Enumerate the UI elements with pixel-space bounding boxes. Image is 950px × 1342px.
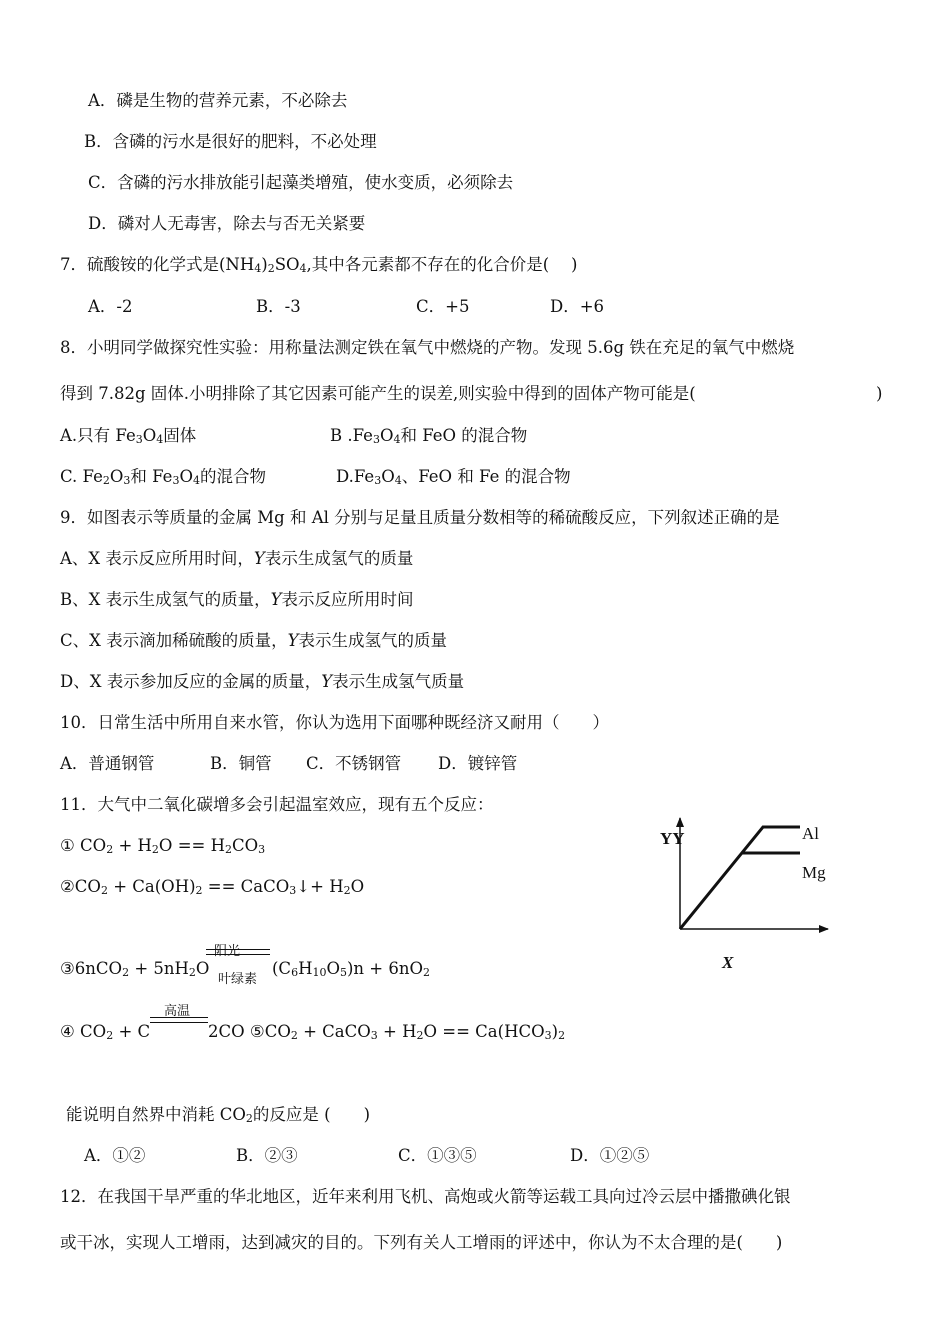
q8-option-b-text: 和 FeO 的混合物 — [400, 426, 528, 445]
q12-stem-line1: 12．在我国干旱严重的华北地区，近年来利用飞机、高炮或火箭等运载工具向过冷云层中播撒碘化银 — [60, 1187, 791, 1206]
equals-sign — [150, 1017, 208, 1023]
q7-options — [0, 296, 950, 318]
q8-option-d — [336, 466, 571, 488]
q9-option-d — [60, 671, 464, 693]
q12-stem-line2: 或干冰，实现人工增雨，达到减灾的目的。下列有关人工增雨的评述中，你认为不太合理的是( ) — [60, 1233, 783, 1252]
subscript: 2 — [188, 966, 196, 979]
q11-reaction-2 — [60, 876, 364, 898]
q11-option-a: A．①② — [84, 1146, 146, 1165]
q11-reaction-3-left — [60, 958, 209, 980]
q11-question — [66, 1104, 370, 1126]
subscript: 2 — [343, 884, 351, 897]
subscript: 4 — [192, 474, 200, 487]
q9-option-d-text: D、X 表示参加反应的金属的质量， — [60, 672, 322, 691]
subscript: 6 — [291, 966, 299, 979]
subscript: 3 — [289, 884, 297, 897]
subscript: 3 — [370, 1029, 378, 1042]
q6-option-a: A．磷是生物的营养元素，不必除去 — [88, 91, 348, 110]
subscript: 2 — [267, 262, 275, 275]
q8-option-c-text: 的混合物 — [199, 467, 266, 486]
subscript: 3 — [123, 474, 131, 487]
equation-text: + C — [113, 1022, 151, 1041]
equation-text: + H — [377, 1022, 417, 1041]
equation-text: + Ca(OH) — [107, 877, 196, 896]
equation-text: ③6nCO — [60, 959, 123, 978]
subscript: 3 — [374, 474, 382, 487]
subscript: 3 — [172, 474, 180, 487]
subscript: 3 — [544, 1029, 552, 1042]
equation-text: (C — [272, 959, 292, 978]
q8-option-a-text: 固体 — [163, 426, 197, 445]
q8-option-a-text: O — [142, 426, 157, 445]
subscript: 4 — [299, 262, 307, 275]
q11-reaction-1 — [60, 835, 265, 857]
q9-option-a — [60, 548, 413, 570]
q10-stem: 10．日常生活中所用自来水管，你认为选用下面哪种既经济又耐用（ ） — [60, 713, 609, 732]
q11-reaction-4-5 — [208, 1021, 565, 1043]
q8-answer-paren: ) — [876, 384, 883, 403]
reaction-condition-chlorophyll: 叶绿素 — [218, 972, 258, 987]
q7-stem-text: 7．硫酸铵的化学式是(NH — [60, 255, 255, 274]
equation-text: == CaCO — [202, 877, 290, 896]
subscript: 2 — [122, 966, 130, 979]
q8-option-d-text: O — [381, 467, 395, 486]
equals-sign — [206, 949, 270, 955]
q8-option-c-text: C. Fe — [60, 467, 103, 486]
subscript: 2 — [423, 966, 431, 979]
q7-stem-text: ,其中各元素都不存在的化合价是( ) — [306, 255, 578, 274]
equation-text: H — [298, 959, 313, 978]
series-line-al — [680, 827, 800, 929]
q11-option-c: C．①③⑤ — [398, 1146, 477, 1165]
q7-option-c: C．+5 — [416, 297, 470, 316]
subscript: 2 — [558, 1029, 566, 1042]
equation-text: 2CO — [208, 1022, 245, 1041]
variable-y: Y — [287, 631, 299, 650]
q11-question-text: 能说明自然界中消耗 CO — [66, 1105, 246, 1124]
subscript: 5 — [339, 966, 347, 979]
subscript: 2 — [224, 843, 232, 856]
subscript: 10 — [312, 966, 327, 979]
equation-text: + CaCO — [297, 1022, 371, 1041]
q7-stem-text: S — [274, 255, 287, 274]
q8-option-c-text: 和 Fe — [130, 467, 173, 486]
q9-option-b-text: B、X 表示生成氢气的质量， — [60, 590, 271, 609]
q6-option-d: D．磷对人无毒害，除去与否无关紧要 — [88, 214, 366, 233]
q9-option-c — [60, 630, 447, 652]
equation-text: ⑤CO — [249, 1022, 291, 1041]
legend-mg: Mg — [802, 863, 826, 882]
q6-option-b: B．含磷的污水是很好的肥料，不必处理 — [84, 132, 377, 151]
equation-text: ②CO — [60, 877, 101, 896]
equation-text: ④ CO — [60, 1022, 107, 1041]
q9-option-d-text: 表示生成氢气质量 — [332, 672, 465, 691]
equation-text: + H — [113, 836, 152, 855]
subscript: 2 — [102, 474, 110, 487]
reaction-condition-sunlight: 阳光 — [214, 944, 241, 959]
q11-options — [0, 1145, 950, 1167]
equation-text: + 5nH — [129, 959, 189, 978]
q7-option-d: D．+6 — [550, 297, 605, 316]
q7-option-a: A．-2 — [88, 297, 133, 316]
q9-option-b-text: 表示反应所用时间 — [281, 590, 414, 609]
equation-text: O — [195, 959, 210, 978]
subscript: 2 — [151, 843, 159, 856]
equation-text: O == H — [158, 836, 225, 855]
q8-option-b — [330, 425, 527, 447]
q8-option-b-text: B .Fe — [330, 426, 373, 445]
q9-option-a-text: A、X 表示反应所用时间， — [60, 549, 254, 568]
q9-option-a-text: 表示生成氢气的质量 — [264, 549, 414, 568]
q7-option-b: B．-3 — [256, 297, 301, 316]
subscript: 2 — [106, 843, 114, 856]
q8-option-c — [60, 466, 266, 488]
subscript: 2 — [195, 884, 203, 897]
q10-options — [0, 753, 950, 775]
q8-option-a-text: A.只有 Fe — [60, 426, 136, 445]
equation-text: O == Ca(HCO — [423, 1022, 545, 1041]
subscript: 2 — [245, 1112, 253, 1125]
q9-option-c-text: 表示生成氢气的质量 — [298, 631, 448, 650]
subscript: 2 — [290, 1029, 298, 1042]
q8-option-b-text: O — [379, 426, 394, 445]
q10-option-b: B．铜管 — [210, 754, 272, 773]
subscript: 4 — [394, 474, 402, 487]
q8-stem-line1: 8．小明同学做探究性实验：用称量法测定铁在氧气中燃烧的产物。发现 5.6g 铁在充足的氧气中燃烧 — [60, 338, 795, 357]
subscript: 4 — [393, 433, 401, 446]
q7-stem — [60, 254, 577, 276]
subscript: 2 — [100, 884, 108, 897]
legend-al: Al — [802, 824, 819, 843]
q9-stem: 9．如图表示等质量的金属 Mg 和 Al 分别与足量且质量分数相等的稀硫酸反应，下列叙述正确的是 — [60, 508, 780, 527]
q8-option-c-text: O — [109, 467, 124, 486]
subscript: 3 — [135, 433, 143, 446]
q7-stem-text: O — [286, 255, 300, 274]
q11-option-d: D．①②⑤ — [570, 1146, 650, 1165]
q9-option-c-text: C、X 表示滴加稀硫酸的质量， — [60, 631, 288, 650]
variable-y: Y — [270, 590, 282, 609]
equation-text: ) — [551, 1022, 559, 1041]
subscript: 3 — [258, 843, 266, 856]
graph-x-label: X — [722, 953, 734, 972]
q11-reaction-4-left — [60, 1021, 150, 1043]
equation-text: O — [326, 959, 340, 978]
q8-option-c-text: O — [179, 467, 193, 486]
q6-option-c: C．含磷的污水排放能引起藻类增殖，使水变质，必须除去 — [88, 173, 514, 192]
equation-text: ↓+ H — [296, 877, 344, 896]
q11-stem: 11．大气中二氧化碳增多会引起温室效应，现有五个反应： — [60, 795, 494, 814]
q8-option-a — [60, 425, 196, 447]
equation-text: O — [350, 877, 365, 896]
subscript: 4 — [156, 433, 164, 446]
q11-option-b: B．②③ — [236, 1146, 298, 1165]
q7-stem-text: ) — [261, 255, 268, 274]
subscript: 2 — [416, 1029, 424, 1042]
q10-option-d: D．镀锌管 — [438, 754, 518, 773]
subscript: 2 — [106, 1029, 114, 1042]
reaction-condition-high-temp: 高温 — [164, 1004, 191, 1019]
q9-option-b — [60, 589, 414, 611]
q8-option-d-text: 、FeO 和 Fe 的混合物 — [401, 467, 571, 486]
subscript: 4 — [254, 262, 262, 275]
q11-question-text: 的反应是 ( ) — [252, 1105, 371, 1124]
q11-reaction-3-right — [272, 958, 430, 980]
graph-y-label: YY — [660, 829, 685, 848]
q8-stem-line2: 得到 7.82g 固体.小明排除了其它因素可能产生的误差,则实验中得到的固体产物可能是( — [60, 384, 696, 403]
subscript: 3 — [372, 433, 380, 446]
variable-y: Y — [321, 672, 333, 691]
equation-text: ① CO — [60, 836, 107, 855]
equation-text: )n + 6nO — [346, 959, 424, 978]
equation-text: CO — [231, 836, 259, 855]
q8-option-d-text: D.Fe — [336, 467, 375, 486]
q10-option-c: C．不锈钢管 — [306, 754, 402, 773]
q10-option-a: A．普通钢管 — [60, 754, 155, 773]
variable-y: Y — [253, 549, 265, 568]
